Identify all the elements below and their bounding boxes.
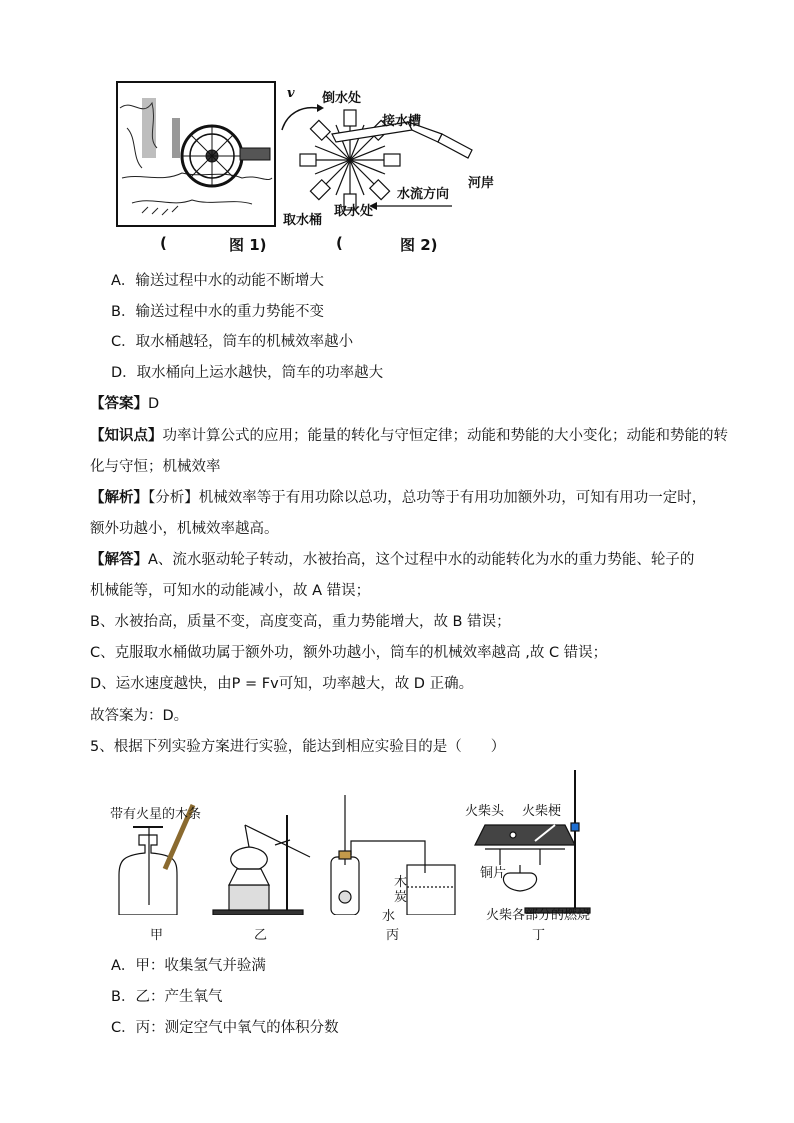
knowledge-tag: 【知识点】 — [90, 428, 163, 444]
solution-text1: A、流水驱动轮子转动，水被抬高，这个过程中水的动能转化为水的重力势能、轮子的 — [148, 552, 695, 568]
label-copper: 铜片 — [480, 866, 507, 881]
label-bank: 河岸 — [468, 176, 495, 191]
q5-option-a: A．甲：收集氢气并验满 — [111, 958, 266, 974]
analysis-line1 — [90, 488, 706, 508]
q5-option-c: C．丙：测定空气中氧气的体积分数 — [111, 1020, 339, 1036]
figure2-caption-open: ( — [336, 234, 343, 252]
bing-bottle — [331, 857, 359, 915]
label-v: v — [287, 86, 295, 101]
conclusion-line: 故答案为：D。 — [90, 708, 189, 724]
solution-line3: B、水被抬高，质量不变，高度变高，重力势能增大，故 B 错误； — [90, 614, 511, 630]
q4-option-a: A．输送过程中水的动能不断增大 — [111, 273, 324, 289]
analysis-line2: 额外功越小，机械效率越高。 — [90, 521, 279, 537]
label-burn: 火柴各部分的燃烧 — [486, 908, 591, 923]
experiment-figure — [105, 765, 625, 915]
label-yi: 乙 — [254, 928, 268, 943]
label-pour: 倒水处 — [322, 91, 362, 106]
figure1-caption-open: ( — [160, 234, 167, 252]
q4-option-d: D．取水桶向上运水越快，筒车的功率越大 — [111, 365, 384, 381]
knowledge-line1 — [90, 426, 728, 446]
label-charcoal1: 木 — [394, 875, 408, 890]
label-flow: 水流方向 — [397, 187, 450, 202]
label-ding: 丁 — [532, 928, 546, 943]
label-take: 取水处 — [334, 204, 374, 219]
figure2-caption: 图 2) — [400, 236, 438, 254]
ding-copper — [475, 825, 575, 845]
label-bing: 丙 — [386, 928, 400, 943]
label-match-stick: 火柴梗 — [522, 804, 562, 819]
label-bucket: 取水桶 — [283, 213, 323, 228]
answer-value: D — [148, 396, 160, 412]
q4-option-c: C．取水桶越轻，筒车的机械效率越小 — [111, 334, 354, 350]
analysis-sub-tag: 【分析】 — [148, 490, 199, 506]
analysis-tag: 【解析】 — [90, 490, 148, 506]
label-match-head: 火柴头 — [465, 804, 505, 819]
solution-line1 — [90, 550, 694, 570]
label-jia: 甲 — [150, 928, 164, 943]
solution-line5: D、运水速度越快，由P = Fv可知，功率越大，故 D 正确。 — [90, 676, 474, 692]
rotation-arrow — [282, 108, 317, 130]
solution-line2: 机械能等，可知水的动能减小，故 A 错误； — [90, 583, 371, 599]
label-water: 水 — [382, 909, 396, 924]
answer-line — [90, 394, 159, 414]
label-stick: 带有火星的木条 — [110, 807, 202, 822]
knowledge-text1: 功率计算公式的应用；能量的转化与守恒定律；动能和势能的大小变化；动能和势能的转 — [162, 428, 728, 444]
figure1-tree — [142, 98, 156, 158]
solution-line4: C、克服取水桶做功属于额外功，额外功越小，筒车的机械效率越高 ,故 C 错误； — [90, 645, 608, 661]
solution-tag: 【解答】 — [90, 552, 148, 568]
jia-bottle — [119, 835, 177, 915]
answer-tag: 【答案】 — [90, 396, 148, 412]
ding-lamp — [503, 873, 536, 891]
q5-stem: 5、根据下列实验方案进行实验，能达到相应实验目的是（ ） — [90, 739, 506, 755]
yi-flask — [231, 847, 268, 869]
analysis-text1: 机械效率等于有用功除以总功，总功等于有用功加额外功，可知有用功一定时， — [198, 490, 707, 506]
yi-base — [213, 910, 303, 915]
label-charcoal2: 炭 — [394, 890, 408, 905]
q5-option-b: B．乙：产生氧气 — [111, 989, 223, 1005]
label-trough: 接水槽 — [382, 114, 422, 129]
bing-beaker — [407, 865, 455, 915]
knowledge-line2: 化与守恒；机械效率 — [90, 459, 221, 475]
q4-option-b: B．输送过程中水的重力势能不变 — [111, 304, 324, 320]
figure1-caption: 图 1) — [229, 236, 267, 254]
